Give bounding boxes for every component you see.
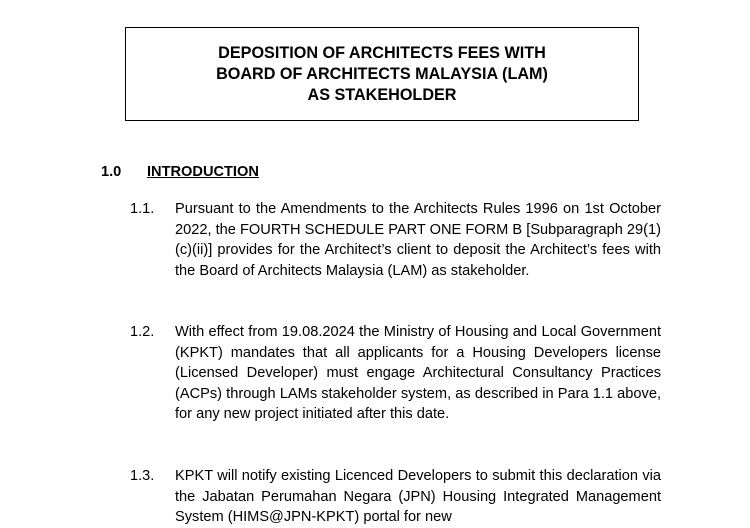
title-line-2: BOARD OF ARCHITECTS MALAYSIA (LAM) [216,64,548,83]
document-title-box [125,27,639,121]
section-heading [0,162,750,182]
paragraph-text: KPKT will notify existing Licenced Developers to submit this declaration via the Jabatan Perumahan Negara (JPN) Housing Integrated Management System (HIMS@JPN-KPKT) portal for new [175,468,661,526]
title-line-1: DEPOSITION OF ARCHITECTS FEES WITH [218,43,546,62]
paragraph-text: With effect from 19.08.2024 the Ministry of Housing and Local Government (KPKT) mandates that all applicants for a Housing Developers license (Licensed Developer) must engage Architectural Consultancy Practices (ACPs) through LAMs stakeholder system, as described in Para 1.1 above, for any new project initiated after this date. [175,324,661,423]
paragraph-number: 1.3. [130,468,155,484]
section-number: 1.0 [101,164,122,180]
section-title: INTRODUCTION [147,164,259,180]
title-line-3: AS STAKEHOLDER [307,85,457,104]
paragraph-number: 1.1. [130,201,155,217]
paragraph-number: 1.2. [130,324,155,340]
paragraph-text: Pursuant to the Amendments to the Architects Rules 1996 on 1st October 2022, the FOURTH SCHEDULE PART ONE FORM B [Subparagraph 29(1)(c)(ii)] provides for the Architect’s client to deposit the Architect’s fees with the Board of Architects Malaysia (LAM) as stakeholder. [175,201,661,279]
